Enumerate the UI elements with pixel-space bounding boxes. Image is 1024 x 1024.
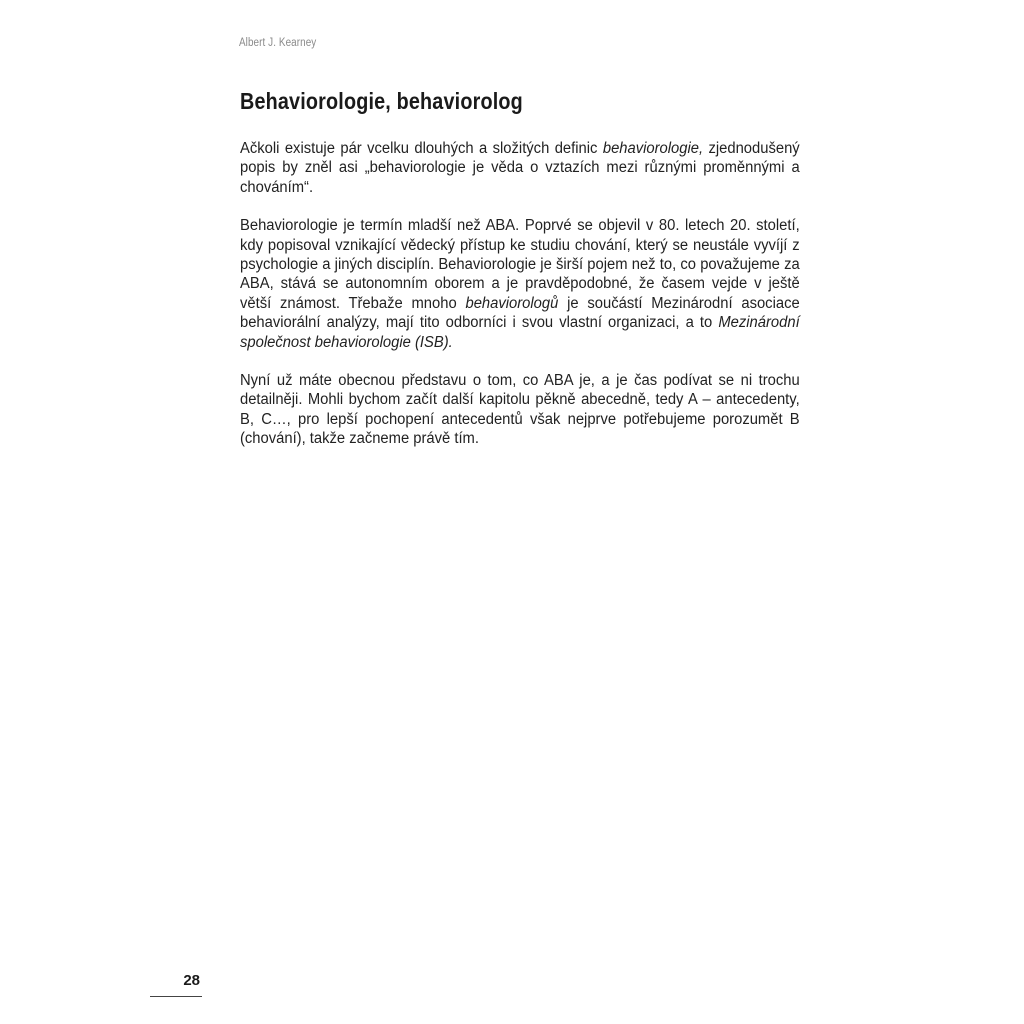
section-heading: Behaviorologie, behaviorolog — [240, 88, 523, 114]
running-header-author: Albert J. Kearney — [239, 37, 317, 49]
section-content — [240, 87, 800, 468]
page-number: 28 — [183, 972, 200, 989]
page-footer — [150, 970, 202, 997]
body-paragraph — [240, 371, 800, 449]
paragraph-text: je součástí Mezinárodní asociace behaviorální analýzy, mají tito odborníci i svou vlastní organizaci, a to — [240, 294, 800, 332]
paragraph-italic-term: Mezinárodní společnost behaviorologie (ISB). — [240, 314, 800, 351]
body-paragraph — [240, 216, 800, 352]
paragraph-italic-term: behaviorologie, — [602, 140, 704, 157]
paragraph-text: Ačkoli existuje pár vcelku dlouhých a složitých definic — [240, 140, 603, 157]
paragraph-italic-term: behaviorologů — [465, 294, 559, 312]
body-paragraph — [240, 139, 800, 197]
paragraph-text: zjednodušený popis by zněl asi „behaviorologie je věda o vztazích mezi různými proměnnými a chováním“. — [240, 140, 800, 196]
paragraph-text: Behaviorologie je termín mladší než ABA. Poprvé se objevil v 80. letech 20. století, kdy popisoval vznikající vědecký přístup ke studiu chování, který se neustále vyvíjí z psychologie a jiných disciplín. Behaviorologie je širší pojem než to, co považujeme za ABA, stává se autonomním oborem a je pravděpodobné, že časem vejde v ještě větší známost. Třebaže mnoho — [240, 217, 800, 312]
paragraph-text: Nyní už máte obecnou představu o tom, co ABA je, a je čas podívat se ni trochu detailněji. Mohli bychom začít další kapitolu pěkně abecedně, tedy A – antecedenty, B, C…, pro lepší pochopení antecedentů však nejprve potřebujeme porozumět B (chování), takže začneme právě tím. — [240, 372, 800, 448]
